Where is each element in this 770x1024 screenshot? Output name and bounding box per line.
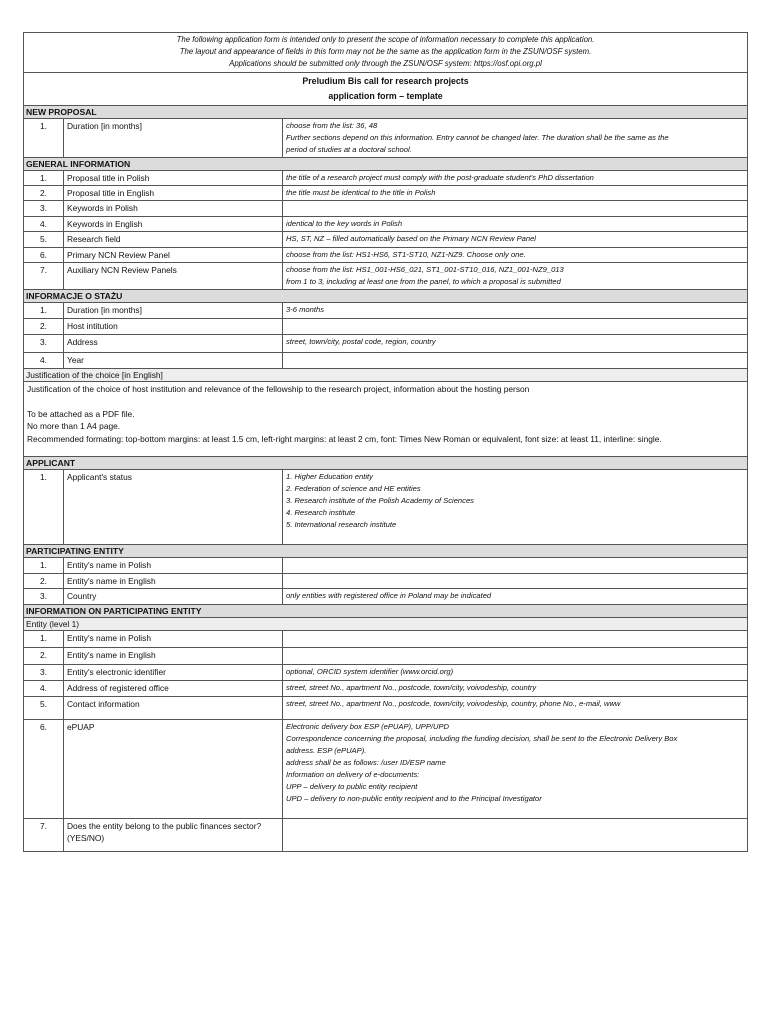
field-input[interactable]: [283, 303, 748, 319]
text-line: [286, 320, 744, 332]
row-number: 1.: [24, 303, 64, 319]
row-number: 3.: [24, 335, 64, 353]
form-row: [24, 573, 748, 588]
text-line: 3-6 months: [286, 305, 324, 315]
text-line: street, street No., apartment No., postcode, town/city, voivodeship, country: [286, 683, 537, 693]
section-general-information-cell: GENERAL INFORMATION: [24, 157, 748, 170]
section-internship: [24, 290, 748, 303]
field-input[interactable]: [283, 470, 748, 545]
text-line: [286, 559, 744, 571]
row-number: 6.: [24, 247, 64, 262]
form-row: [24, 720, 748, 819]
section-participating-entity-cell: PARTICIPATING ENTITY: [24, 545, 748, 558]
field-label: Proposal title in English: [64, 186, 283, 201]
field-input[interactable]: [283, 170, 748, 185]
text-line: Information on delivery of e-documents:: [286, 770, 420, 780]
field-input[interactable]: [283, 118, 748, 157]
row-number: 3.: [24, 665, 64, 681]
form-row: [24, 247, 748, 262]
field-label: Country: [64, 589, 283, 604]
section-information-on-participating-entity-cell: INFORMATION ON PARTICIPATING ENTITY: [24, 604, 748, 617]
row-number: 6.: [24, 720, 64, 819]
section-internship-cell: INFORMACJE O STAŻU: [24, 290, 748, 303]
text-line: from 1 to 3, including at least one from the panel, to which a proposal is submitted: [286, 277, 561, 287]
field-label: Entity's name in Polish: [64, 631, 283, 648]
form-row: [24, 186, 748, 201]
section-new-proposal-cell: NEW PROPOSAL: [24, 105, 748, 118]
field-input[interactable]: [283, 216, 748, 231]
text-line: address. ESP (ePUAP).: [286, 746, 367, 756]
field-label: Year: [64, 353, 283, 369]
row-number: 1.: [24, 631, 64, 648]
field-input[interactable]: [283, 648, 748, 665]
field-input[interactable]: [283, 819, 748, 852]
row-number: 2.: [24, 186, 64, 201]
row-number: 4.: [24, 681, 64, 697]
text-line: To be attached as a PDF file.: [27, 408, 135, 419]
justification-label-cell: Justification of the choice [in English]: [24, 369, 748, 382]
text-line: Further sections depend on this information. Entry cannot be changed later. The duration shall be the same as the: [286, 132, 669, 142]
text-line: The layout and appearance of fields in this form may not be the same as the application form in the ZSUN/OSF system.: [179, 47, 592, 57]
field-input[interactable]: [283, 720, 748, 819]
form-row: [24, 118, 748, 157]
entity-level: [24, 617, 748, 630]
text-line: 5. International research institute: [286, 520, 397, 530]
row-number: 1.: [24, 558, 64, 573]
form-row: [24, 819, 748, 852]
field-label: Entity's name in English: [64, 573, 283, 588]
text-line: [286, 632, 744, 644]
text-line: choose from the list: HS1_001-HS6_021, ST1_001-ST10_016, NZ1_001-NZ9_013: [286, 265, 564, 275]
form-row: [24, 589, 748, 604]
form-row: [24, 319, 748, 335]
field-input[interactable]: [283, 558, 748, 573]
justification-text: [24, 382, 748, 457]
text-line: Applications should be submitted only through the ZSUN/OSF system: https://osf.opi.org.pl: [229, 59, 542, 69]
row-number: 3.: [24, 589, 64, 604]
form-row: [24, 353, 748, 369]
text-line: identical to the key words in Polish: [286, 218, 403, 228]
field-label: Host intitution: [64, 319, 283, 335]
form-row: [24, 335, 748, 353]
field-input[interactable]: [283, 201, 748, 216]
text-line: [286, 575, 744, 587]
form-row: [24, 170, 748, 185]
field-input[interactable]: [283, 186, 748, 201]
text-line: street, town/city, postal code, region, country: [286, 337, 436, 347]
field-label: Applicant's status: [64, 470, 283, 545]
text-line: 1. Higher Education entity: [286, 472, 373, 482]
text-line: UPD – delivery to non-public entity recipient and to the Principal Investigator: [286, 794, 542, 804]
form-title: [24, 72, 748, 105]
field-label: Address of registered office: [64, 681, 283, 697]
form-row: [24, 263, 748, 290]
form-row: [24, 470, 748, 545]
text-line: 2. Federation of science and HE entities: [286, 484, 421, 494]
text-line: only entities with registered office in Poland may be indicated: [286, 591, 492, 601]
text-line: street, street No., apartment No., postcode, town/city, voivodeship, country, phone No., e-mail, www: [286, 699, 621, 709]
field-label: Research field: [64, 232, 283, 247]
form-table: [23, 32, 748, 852]
row-number: 1.: [24, 170, 64, 185]
form-row: [24, 303, 748, 319]
text-line: address shall be as follows: /user ID/ESP name: [286, 758, 446, 768]
text-line: 3. Research institute of the Polish Academy of Sciences: [286, 496, 474, 506]
field-label: Keywords in English: [64, 216, 283, 231]
row-number: 1.: [24, 470, 64, 545]
text-line: [286, 354, 744, 366]
field-label: ePUAP: [64, 720, 283, 819]
text-line: UPP – delivery to public entity recipient: [286, 782, 418, 792]
row-number: 2.: [24, 319, 64, 335]
text-line: choose from the list: 36, 48: [286, 120, 378, 130]
row-number: 3.: [24, 201, 64, 216]
row-number: 5.: [24, 697, 64, 720]
section-applicant-cell: APPLICANT: [24, 457, 748, 470]
field-input[interactable]: [283, 335, 748, 353]
justification-text-cell[interactable]: [24, 382, 748, 457]
row-number: 2.: [24, 648, 64, 665]
application-form: [23, 32, 747, 852]
field-input[interactable]: [283, 665, 748, 681]
text-line: optional, ORCID system identifier (www.orcid.org): [286, 667, 454, 677]
text-line: [286, 649, 744, 661]
section-participating-entity: [24, 545, 748, 558]
text-line: application form – template: [328, 90, 443, 101]
row-number: 4.: [24, 353, 64, 369]
text-line: period of studies at a doctoral school.: [286, 144, 412, 154]
field-label: Duration [in months]: [64, 118, 283, 157]
form-row: [24, 201, 748, 216]
form-row: [24, 232, 748, 247]
text-line: Preludium Bis call for research projects: [302, 75, 469, 86]
section-applicant: [24, 457, 748, 470]
field-label: Duration [in months]: [64, 303, 283, 319]
text-line: HS, ST, NZ – filled automatically based on the Primary NCN Review Panel: [286, 234, 536, 244]
text-line: the title of a research project must comply with the post-graduate student's PhD dissertation: [286, 172, 594, 182]
field-input[interactable]: [283, 573, 748, 588]
field-label: Primary NCN Review Panel: [64, 247, 283, 262]
row-number: 5.: [24, 232, 64, 247]
text-line: No more than 1 A4 page.: [27, 421, 121, 432]
field-label: Contact information: [64, 697, 283, 720]
section-information-on-participating-entity: [24, 604, 748, 617]
row-number: 7.: [24, 819, 64, 852]
form-row: [24, 681, 748, 697]
field-label: Keywords in Polish: [64, 201, 283, 216]
field-input[interactable]: [283, 697, 748, 720]
form-row: [24, 648, 748, 665]
entity-level-cell: Entity (level 1): [24, 617, 748, 630]
justification-label: [24, 369, 748, 382]
form-notice-cell: [24, 33, 748, 73]
text-line: The following application form is intended only to present the scope of information necessary to complete this application.: [176, 35, 595, 44]
form-row: [24, 216, 748, 231]
text-line: 4. Research institute: [286, 508, 356, 518]
row-number: 2.: [24, 573, 64, 588]
field-label: Entity's name in English: [64, 648, 283, 665]
text-line: Recommended formating: top-bottom margins: at least 1.5 cm, left-right margins: at least 2 cm, font: Times New Roman or equivalent, font size: at least 11, interline: single.: [27, 433, 662, 444]
field-input[interactable]: [283, 247, 748, 262]
text-line: the title must be identical to the title in Polish: [286, 188, 436, 198]
row-number: 7.: [24, 263, 64, 290]
field-label: Does the entity belong to the public finances sector? (YES/NO): [64, 819, 283, 852]
field-input[interactable]: [283, 319, 748, 335]
section-new-proposal: [24, 105, 748, 118]
form-notice: [24, 33, 748, 73]
row-number: 4.: [24, 216, 64, 231]
text-line: Correspondence concerning the proposal, including the funding decision, shall be sent to the Electronic Delivery Box: [286, 734, 678, 744]
field-input[interactable]: [283, 232, 748, 247]
form-title-cell: [24, 72, 748, 105]
field-input[interactable]: [283, 589, 748, 604]
form-row: [24, 697, 748, 720]
form-row: [24, 558, 748, 573]
text-line: [286, 820, 744, 832]
text-line: Electronic delivery box ESP (ePUAP), UPP/UPD: [286, 722, 450, 732]
field-label: Entity's name in Polish: [64, 558, 283, 573]
text-line: choose from the list: HS1-HS6, ST1-ST10, NZ1-NZ9. Choose only one.: [286, 249, 526, 259]
row-number: 1.: [24, 118, 64, 157]
field-label: Auxiliary NCN Review Panels: [64, 263, 283, 290]
text-line: [27, 396, 744, 408]
text-line: Justification of the choice of host institution and relevance of the fellowship to the research project, information about the hosting person: [27, 384, 530, 395]
form-row: [24, 665, 748, 681]
field-label: Entity's electronic identifier: [64, 665, 283, 681]
field-input[interactable]: [283, 681, 748, 697]
field-input[interactable]: [283, 353, 748, 369]
field-label: Address: [64, 335, 283, 353]
form-row: [24, 631, 748, 648]
field-label: Proposal title in Polish: [64, 170, 283, 185]
field-input[interactable]: [283, 263, 748, 290]
text-line: [286, 202, 744, 214]
field-input[interactable]: [283, 631, 748, 648]
section-general-information: [24, 157, 748, 170]
